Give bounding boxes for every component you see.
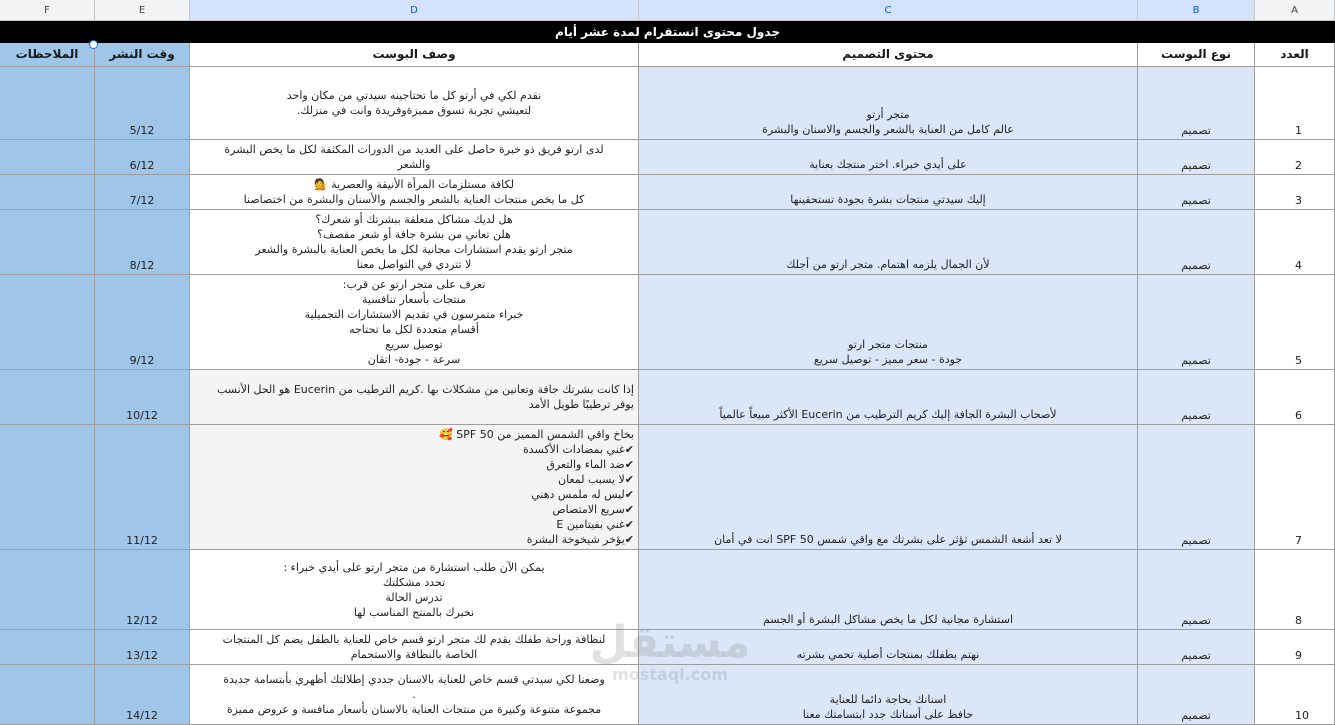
cell-time-9[interactable]: 13/12 [95,630,190,665]
cell-type-2[interactable]: تصميم [1138,140,1255,175]
cell-type-7[interactable]: تصميم [1138,425,1255,550]
cell-num-6[interactable]: 6 [1255,370,1335,425]
column-header-b[interactable]: B [1138,0,1255,21]
cell-type-1[interactable]: تصميم [1138,67,1255,140]
cell-time-6[interactable]: 10/12 [95,370,190,425]
cell-type-8[interactable]: تصميم [1138,550,1255,630]
cell-notes-9[interactable] [0,630,95,665]
cell-design-2[interactable] [639,140,1138,175]
watermark-latin: mostaql.com [612,665,728,684]
watermark-arabic: مستقل [589,617,751,668]
cell-design-5[interactable] [639,275,1138,370]
cell-time-8[interactable]: 12/12 [95,550,190,630]
cell-type-6[interactable]: تصميم [1138,370,1255,425]
cell-type-9[interactable]: تصميم [1138,630,1255,665]
cell-desc-6[interactable]: إذا كانت بشرتك جافة وتعانين من مشكلات بها .كريم الترطيب من Eucerin هو الحل الأنسب يوفر ترطيبًا طويل الأمد [190,370,639,425]
cell-num-2[interactable]: 2 [1255,140,1335,175]
cell-notes-4[interactable] [0,210,95,275]
header-design[interactable]: محتوى التصميم [639,43,1138,67]
cell-num-1[interactable]: 1 [1255,67,1335,140]
cell-notes-5[interactable] [0,275,95,370]
cell-time-5[interactable]: 9/12 [95,275,190,370]
header-desc[interactable]: وصف البوست [190,43,639,67]
cell-num-3[interactable]: 3 [1255,175,1335,210]
design-line: اسنانك بحاجة دائما للعناية [829,693,947,706]
cell-num-5[interactable]: 5 [1255,275,1335,370]
cell-desc-4[interactable]: هل لديك مشاكل متعلقة ببشرتك أو شعرك؟ هلن تعاني من بشرة جافة أو شعر مقصف؟ متجر ارتو يقدم استشارات مجانية لكل ما يخص العناية بالبشرة والشعر لا تتردي في التواصل معنا [190,210,639,275]
cell-desc-9[interactable]: لنظافة وراحة طفلك يقدم لك متجر ارتو قسم خاص للعناية بالطفل يضم كل المنتجات الخاصة بالنظافة والاستحمام [190,630,639,665]
design-line: جودة - سعر مميز - توصيل سريع [813,353,963,366]
cell-notes-10[interactable] [0,665,95,725]
column-header-d[interactable]: D [190,0,639,21]
cell-time-2[interactable]: 6/12 [95,140,190,175]
column-header-c[interactable]: C [639,0,1138,21]
cell-desc-3[interactable]: لكافة مستلزمات المرأة الأنيقة والعصرية 💁 كل ما يخص منتجات العناية بالشعر والجسم والأسنان والبشرة من اختصاصنا [190,175,639,210]
cell-num-4[interactable]: 4 [1255,210,1335,275]
cell-desc-7[interactable]: بخاخ واقي الشمس المميز من SPF 50 🥰 ✔غني بمضادات الأكسدة ✔ضد الماء والتعرق ✔لا يسبب لمعان ✔ليس له ملمس دهني ✔سريع الامتصاص ✔غني بفيتامين E ✔يؤخر شيخوخة البشرة [190,425,639,550]
header-notes[interactable]: الملاحظات [0,43,95,67]
cell-desc-1[interactable]: نقدم لكي في أرتو كل ما تحتاجينه سيدتي من مكان واحد لتعيشي تجربة تسوق مميزةوفريدة وانت في منزلك. [190,67,639,140]
cell-desc-5[interactable]: تعرف على متجر ارتو عن قرب: منتجات بأسعار تنافسية خبراء متمرسون في تقديم الاستشارات التجميلية أقسام متعددة لكل ما تحتاجه توصيل سريع سرعة - جودة- اتقان [190,275,639,370]
design-line: استشارة مجانية لكل ما يخص مشاكل البشرة أو الجسم [762,613,1014,626]
column-header-e[interactable]: E [95,0,190,21]
design-line: عالم كامل من العناية بالشعر والجسم والاسنان والبشرة [762,123,1014,136]
design-line: لأن الجمال يلزمه اهتمام. متجر ارتو من أجلك [786,258,990,271]
cell-design-6[interactable] [639,370,1138,425]
design-line: حافظ على أسنانك جدد ابتسامتك معنا [802,708,974,721]
design-line: لأصحاب البشرة الجافة إليك كريم الترطيب من Eucerin الأكثر مبيعاً عالمياً [719,408,1057,421]
design-line: لا تعد أشعة الشمس تؤثر على بشرتك مع واقي شمس SPF 50 انت في أمان [714,533,1062,546]
cell-notes-3[interactable] [0,175,95,210]
cell-time-10[interactable]: 14/12 [95,665,190,725]
cell-type-5[interactable]: تصميم [1138,275,1255,370]
header-type[interactable]: نوع البوست [1138,43,1255,67]
cell-design-4[interactable] [639,210,1138,275]
cell-desc-10[interactable]: وضعنا لكي سيدتي قسم خاص للعناية بالاسنان جددي إطلالتك أظهري بأبتسامة جديدة . مجموعة متنوعة وكبيرة من منتجات العناية بالاسنان بأسعار منافسة و عروض مميزة [190,665,639,725]
cell-desc-2[interactable]: لدى ارتو فريق ذو خبرة حاصل على العديد من الدورات المكثفة لكل ما يخص البشرة والشعر [190,140,639,175]
cell-notes-6[interactable] [0,370,95,425]
cell-notes-7[interactable] [0,425,95,550]
design-line: على أيدي خبراء. اختر منتجك بعناية [809,158,967,171]
cell-type-3[interactable]: تصميم [1138,175,1255,210]
cell-notes-2[interactable] [0,140,95,175]
cell-time-1[interactable]: 5/12 [95,67,190,140]
design-line: إليك سيدتي منتجات بشرة بجودة تستحقينها [790,193,986,206]
cell-design-3[interactable] [639,175,1138,210]
cell-num-9[interactable]: 9 [1255,630,1335,665]
cell-time-3[interactable]: 7/12 [95,175,190,210]
cell-notes-8[interactable] [0,550,95,630]
header-num[interactable]: العدد [1255,43,1335,67]
design-line: منتجات متجر ارتو [848,338,928,351]
cell-num-7[interactable]: 7 [1255,425,1335,550]
cell-desc-8[interactable]: يمكن الآن طلب استشارة من متجر ارتو على أيدي خبراء : تحدد مشكلتك تدرس الحالة نخبرك بالمنتج المناسب لها [190,550,639,630]
design-line: متجر أرتو [866,108,910,121]
watermark-logo [580,617,760,700]
cell-type-4[interactable]: تصميم [1138,210,1255,275]
cell-time-7[interactable]: 11/12 [95,425,190,550]
cell-num-8[interactable]: 8 [1255,550,1335,630]
cell-notes-1[interactable] [0,67,95,140]
design-line: نهتم بطفلك بمنتجات أصلية تحمي بشرته [796,648,980,661]
header-time[interactable]: وقت النشر [95,43,190,67]
cell-design-7[interactable] [639,425,1138,550]
cell-type-10[interactable]: تصميم [1138,665,1255,725]
column-header-a[interactable]: A [1255,0,1335,21]
cell-num-10[interactable]: 10 [1255,665,1335,725]
selection-handle[interactable] [89,40,98,49]
cell-design-1[interactable] [639,67,1138,140]
column-header-f[interactable]: F [0,0,95,21]
cell-time-4[interactable]: 8/12 [95,210,190,275]
sheet-title[interactable]: جدول محتوى انستقرام لمدة عشر أيام [0,21,1335,43]
